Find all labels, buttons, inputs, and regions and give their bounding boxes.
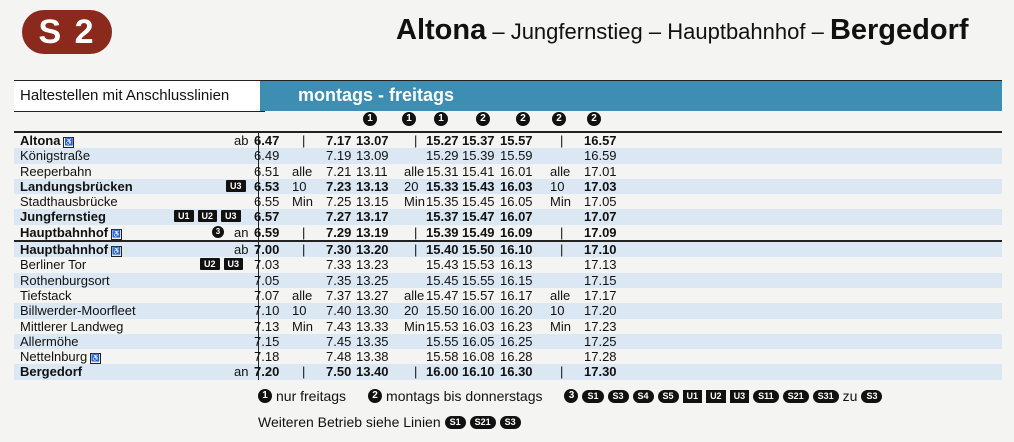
departure-time: Min: [550, 194, 571, 210]
table-row: [14, 164, 1002, 179]
footnote-mark: 2: [587, 112, 601, 126]
departure-time: Min: [292, 318, 313, 334]
departure-time: 7.17: [326, 133, 352, 148]
table-row: [14, 194, 1002, 209]
table-row: [14, 209, 1002, 224]
departure-time: 16.08: [462, 349, 495, 365]
line-badge: S1: [582, 390, 603, 403]
departure-time: 7.30: [326, 242, 352, 258]
station-name: Altona ♿: [20, 133, 74, 148]
route-via: – Jungfernstieg – Hauptbahnhof –: [492, 19, 824, 44]
departure-time: 7.45: [326, 333, 352, 349]
footnote-ref: 3: [212, 226, 224, 238]
departure-time: 16.23: [500, 318, 533, 334]
station-name: Königstraße: [20, 148, 91, 164]
connection-badge: U2: [200, 258, 220, 270]
connection-badge: U3: [226, 180, 246, 192]
table-row: [14, 364, 1002, 379]
station-name: Berliner Tor: [20, 257, 87, 273]
pipe-mark: |: [414, 242, 418, 258]
departure-time: 10: [550, 303, 565, 319]
departure-time: 7.23: [326, 178, 352, 194]
departure-time: 17.20: [584, 303, 617, 319]
departure-time: 6.55: [254, 194, 280, 210]
arr-dep-label: ab: [234, 133, 249, 148]
footnote-1-icon: 1: [258, 389, 272, 403]
departure-time: 15.45: [462, 194, 495, 210]
table-row: [14, 225, 1002, 240]
departure-time: 16.01: [500, 163, 533, 179]
departure-time: 16.25: [500, 333, 533, 349]
departure-time: 15.50: [462, 242, 495, 258]
departure-time: 7.19: [326, 148, 352, 164]
departure-time: Min: [550, 318, 571, 334]
departure-time: 13.33: [356, 318, 389, 334]
departure-time: 15.59: [500, 148, 533, 164]
footnote-mark: 2: [552, 112, 566, 126]
departure-time: 13.09: [356, 148, 389, 164]
line-badge: S21: [470, 416, 496, 429]
departure-time: 16.15: [500, 272, 533, 288]
line-badge: U2: [706, 390, 726, 403]
station-name: Landungsbrücken: [20, 178, 133, 194]
departure-time: 17.05: [584, 194, 617, 210]
departure-time: 13.30: [356, 303, 389, 319]
departure-time: alle: [404, 287, 425, 303]
departure-time: 16.10: [500, 242, 533, 258]
route-from: Altona: [396, 14, 487, 46]
station-name: Mittlerer Landweg: [20, 318, 124, 334]
departure-time: 15.57: [500, 133, 533, 148]
pipe-mark: |: [414, 133, 418, 148]
departure-time: 15.41: [462, 163, 495, 179]
line-badge: S31: [813, 390, 839, 403]
departure-time: alle: [404, 163, 425, 179]
line-badge: U1: [683, 390, 703, 403]
spacer: [546, 388, 560, 404]
departure-time: 13.27: [356, 287, 389, 303]
departure-time: 15.49: [462, 224, 495, 240]
departure-time: 16.07: [500, 209, 533, 225]
station-name: Jungfernstieg: [20, 209, 106, 225]
departure-time: 10: [550, 178, 565, 194]
departure-time: 15.55: [426, 333, 459, 349]
table-row: [14, 303, 1002, 318]
station-name: Nettelnburg ♿: [20, 349, 101, 365]
footnote-1-text: nur freitags: [276, 388, 347, 404]
departure-time: 15.58: [426, 349, 459, 365]
departure-time: 6.53: [254, 178, 280, 194]
departure-time: 15.55: [462, 272, 495, 288]
departure-time: alle: [292, 287, 313, 303]
zu-text: zu: [842, 388, 858, 404]
footnote-2-icon: 2: [368, 389, 382, 403]
station-name: Tiefstack: [20, 287, 72, 303]
connection-badges: [226, 180, 246, 192]
departure-time: 7.05: [254, 272, 280, 288]
further-service: [258, 414, 521, 430]
departure-time: 16.09: [500, 224, 533, 240]
departure-time: 16.05: [462, 333, 495, 349]
table-row: [14, 131, 1002, 148]
departure-time: 16.17: [500, 287, 533, 303]
departure-time: 16.59: [584, 148, 617, 164]
pipe-mark: |: [302, 133, 306, 148]
departure-time: 7.20: [254, 364, 280, 380]
pipe-mark: |: [302, 364, 306, 380]
departure-time: 10: [292, 178, 307, 194]
station-name: Allermöhe: [20, 333, 79, 349]
footnote-mark: 1: [434, 112, 448, 126]
departure-time: 6.59: [254, 224, 280, 240]
departure-time: 15.45: [426, 272, 459, 288]
departure-time: 15.29: [426, 148, 459, 164]
route-title: [396, 14, 969, 47]
departure-time: 13.23: [356, 257, 389, 273]
departure-time: 7.15: [254, 333, 280, 349]
departure-time: 16.00: [462, 303, 495, 319]
departure-time: 7.03: [254, 257, 280, 273]
departure-time: alle: [550, 163, 571, 179]
departure-time: 6.51: [254, 163, 280, 179]
departure-time: 17.10: [584, 242, 617, 258]
departure-time: 7.10: [254, 303, 280, 319]
pipe-mark: |: [414, 224, 418, 240]
days-header: montags - freitags: [260, 81, 1002, 111]
table-row: [14, 288, 1002, 303]
departure-time: 16.03: [500, 178, 533, 194]
table-row: [14, 179, 1002, 194]
departure-time: 16.20: [500, 303, 533, 319]
wheelchair-icon: ♿: [64, 139, 74, 146]
route-to: Bergedorf: [829, 14, 969, 46]
pipe-mark: |: [414, 364, 418, 380]
departure-time: 15.43: [462, 178, 495, 194]
departure-time: 16.00: [426, 364, 459, 380]
departure-time: 7.27: [326, 209, 352, 225]
departure-time: 15.57: [462, 287, 495, 303]
departure-time: 16.13: [500, 257, 533, 273]
departure-time: 20: [404, 178, 419, 194]
station-name: Hauptbahnhof ♿: [20, 242, 121, 258]
departure-time: 16.03: [462, 318, 495, 334]
departure-time: 17.17: [584, 287, 617, 303]
connection-badge: U3: [224, 258, 244, 270]
departure-time: 7.35: [326, 272, 352, 288]
departure-time: 15.37: [462, 133, 495, 148]
connection-badge: U3: [221, 210, 241, 222]
table-row: [14, 240, 1002, 257]
departure-time: Min: [404, 194, 425, 210]
departure-time: 13.13: [356, 178, 389, 194]
arr-dep-label: ab: [234, 242, 249, 258]
departure-time: 15.27: [426, 133, 459, 148]
departure-time: 13.25: [356, 272, 389, 288]
departure-time: 7.48: [326, 349, 352, 365]
departure-time: 17.23: [584, 318, 617, 334]
arr-dep-label: an: [234, 224, 249, 240]
departure-time: 15.47: [426, 287, 459, 303]
line-badge: S3: [608, 390, 629, 403]
departure-time: 7.43: [326, 318, 352, 334]
footnote-mark: 1: [363, 112, 377, 126]
departure-time: 13.40: [356, 364, 389, 380]
station-name: Reeperbahn: [20, 163, 92, 179]
wheelchair-icon: ♿: [91, 355, 101, 363]
departure-time: 15.47: [462, 209, 495, 225]
table-row: [14, 334, 1002, 349]
connection-badge: U1: [174, 210, 194, 222]
footnote-mark: 2: [516, 112, 530, 126]
departure-time: 16.57: [584, 133, 617, 148]
pipe-mark: |: [302, 224, 306, 240]
wheelchair-icon: ♿: [112, 230, 121, 238]
departure-time: 20: [404, 303, 419, 319]
table-row: [14, 349, 1002, 364]
departure-time: 7.50: [326, 364, 352, 380]
departure-time: 13.38: [356, 349, 389, 365]
line-badge: U3: [730, 390, 750, 403]
departure-time: 7.13: [254, 318, 280, 334]
pipe-mark: |: [302, 242, 306, 258]
departure-time: Min: [292, 194, 313, 210]
departure-time: 7.18: [254, 349, 280, 365]
footnote-marks: [0, 112, 1014, 128]
departure-time: 17.03: [584, 178, 617, 194]
departure-time: alle: [550, 287, 571, 303]
wheelchair-icon: ♿: [112, 248, 121, 256]
legend: [258, 388, 882, 404]
departure-time: 13.19: [356, 224, 389, 240]
footnote-mark: 1: [402, 112, 416, 126]
connection-badges: [174, 210, 241, 222]
table-row: [14, 257, 1002, 272]
departure-time: 17.09: [584, 224, 617, 240]
departure-time: 15.39: [426, 224, 459, 240]
departure-time: 7.07: [254, 287, 280, 303]
departure-time: 15.31: [426, 163, 459, 179]
station-name: Billwerder-Moorfleet: [20, 303, 136, 319]
departure-time: 13.35: [356, 333, 389, 349]
pipe-mark: |: [560, 224, 564, 240]
departure-time: 17.30: [584, 364, 617, 380]
departure-time: 17.25: [584, 333, 617, 349]
spacer: [350, 388, 364, 404]
line-badge: S1: [445, 416, 466, 429]
departure-time: 13.07: [356, 133, 389, 148]
departure-time: 13.17: [356, 209, 389, 225]
timetable: [14, 131, 1002, 380]
line-badge: S4: [633, 390, 654, 403]
departure-time: 6.47: [254, 133, 280, 148]
departure-time: 6.49: [254, 148, 280, 164]
departure-time: 7.37: [326, 287, 352, 303]
arr-dep-label: an: [234, 364, 249, 380]
line-badge: S3: [500, 416, 521, 429]
table-header: [14, 80, 1002, 111]
departure-time: 16.28: [500, 349, 533, 365]
departure-time: 16.10: [462, 364, 495, 380]
departure-time: 13.20: [356, 242, 389, 258]
departure-time: 6.57: [254, 209, 280, 225]
departure-time: 7.21: [326, 163, 352, 179]
departure-time: 15.53: [462, 257, 495, 273]
departure-time: 13.11: [356, 163, 388, 179]
footnote-2-text: montags bis donnerstags: [386, 388, 543, 404]
departure-time: 15.37: [426, 209, 459, 225]
connection-badges: [200, 258, 243, 270]
departure-time: 15.43: [426, 257, 459, 273]
line-badge: S21: [783, 390, 809, 403]
pipe-mark: |: [560, 133, 564, 148]
station-name: Bergedorf: [20, 364, 83, 380]
departure-time: 10: [292, 303, 307, 319]
station-name: Stadthausbrücke: [20, 194, 118, 210]
line-badge-s2: S 2: [22, 10, 112, 54]
table-row: [14, 148, 1002, 163]
table-row: [14, 273, 1002, 288]
departure-time: 15.50: [426, 303, 459, 319]
departure-time: 17.13: [584, 257, 617, 273]
departure-time: 15.33: [426, 178, 459, 194]
departure-time: 15.39: [462, 148, 495, 164]
footnote-mark: 2: [476, 112, 490, 126]
departure-time: 16.30: [500, 364, 533, 380]
departure-time: Min: [404, 318, 425, 334]
departure-time: 15.53: [426, 318, 459, 334]
line-badge: S11: [753, 390, 779, 403]
pipe-mark: |: [560, 364, 564, 380]
departure-time: 17.28: [584, 349, 617, 365]
further-text: Weiteren Betrieb siehe Linien: [258, 414, 441, 430]
departure-time: 15.35: [426, 194, 459, 210]
departure-time: 7.00: [254, 242, 280, 258]
departure-time: 7.33: [326, 257, 352, 273]
departure-time: 7.29: [326, 224, 352, 240]
station-name: Rothenburgsort: [20, 272, 110, 288]
departure-time: 7.40: [326, 303, 352, 319]
pipe-mark: |: [560, 242, 564, 258]
departure-time: 13.15: [356, 194, 389, 210]
departure-time: 16.05: [500, 194, 533, 210]
table-row: [14, 319, 1002, 334]
line-badge: S3: [861, 390, 882, 403]
footnote-3-icon: 3: [564, 389, 578, 403]
stops-header: Haltestellen mit Anschlusslinien: [14, 81, 265, 112]
line-badge: S5: [658, 390, 679, 403]
departure-time: 17.07: [584, 209, 617, 225]
departure-time: 15.40: [426, 242, 459, 258]
connection-badge: U2: [198, 210, 218, 222]
departure-time: 7.25: [326, 194, 352, 210]
departure-time: 17.01: [584, 163, 617, 179]
station-name: Hauptbahnhof ♿: [20, 224, 121, 240]
departure-time: alle: [292, 163, 313, 179]
departure-time: 17.15: [584, 272, 617, 288]
